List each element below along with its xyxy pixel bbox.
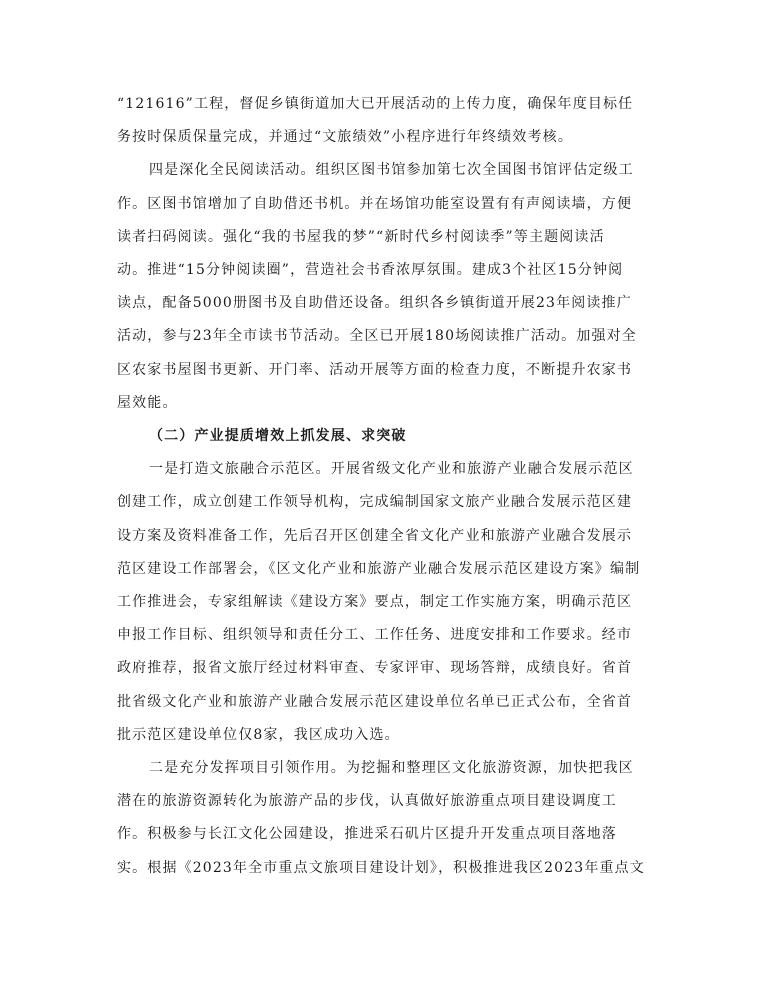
paragraph-reading-activities [117,154,653,420]
text-line: 潜在的旅游资源转化为旅游产品的步伐，认真做好旅游重点项目建设调度工 [117,793,617,810]
text-line: 屋效能。 [117,394,178,411]
text-line: “121616”工程，督促乡镇街道加大已开展活动的上传力度，确保年度目标任 [117,96,634,112]
text-line: 作。积极参与长江文化公园建设，推进采石矶片区提升开发重点项目落地落 [117,826,617,843]
text-line: 动。推进“15分钟阅读圈”，营造社会书香浓厚氛围。建成3个社区15分钟阅 [117,262,624,279]
paragraph-continuation [117,88,653,154]
text-line: 设方案及资料准备工作，先后召开区创建全省文化产业和旅游产业融合发展示 [117,527,633,544]
text-line: 批省级文化产业和旅游产业融合发展示范区建设单位名单已正式公布，全省首 [117,693,633,710]
text-line: 实。根据《2023年全市重点文旅项目建设计划》，积极推进我区2023年重点文 [117,859,645,876]
text-line: 一是打造文旅融合示范区。开展省级文化产业和旅游产业融合发展示范区 [149,461,634,478]
text-line: 读点，配备5000册图书及自助借还设备。组织各乡镇街道开展23年阅读推广 [117,295,632,312]
text-line: 二是充分发挥项目引领作用。为挖掘和整理区文化旅游资源，加快把我区 [149,760,634,777]
paragraph-project-leadership [117,752,653,885]
section-heading [117,420,653,453]
text-line: 政府推荐，报省文旅厅经过材料审查、专家评审、现场答辩，成绩良好。省首 [117,660,633,677]
paragraph-demo-zone [117,453,653,752]
text-line: 批示范区建设单位仅8家，我区成功入选。 [117,726,400,743]
text-line: 工作推进会，专家组解读《建设方案》要点，制定工作实施方案，明确示范区 [117,594,633,611]
heading-text: （二）产业提质增效上抓发展、求突破 [149,428,407,445]
text-line: 四是深化全民阅读活动。组织区图书馆参加第七次全国图书馆评估定级工 [149,162,634,179]
document-body [117,88,653,885]
text-line: 务按时保质保量完成，并通过“文旅绩效”小程序进行年终绩效考核。 [117,129,573,146]
text-line: 创建工作，成立创建工作领导机构，完成编制国家文旅产业融合发展示范区建 [117,494,633,511]
text-line: 读者扫码阅读。强化“我的书屋我的梦”“新时代乡村阅读季”等主题阅读活 [117,228,605,245]
text-line: 作。区图书馆增加了自助借还书机。并在场馆功能室设置有有声阅读墙，方便 [117,195,633,212]
text-line: 活动，参与23年全市读书节活动。全区已开展180场阅读推广活动。加强对全 [117,328,637,345]
text-line: 范区建设工作部署会，《区文化产业和旅游产业融合发展示范区建设方案》编制 [117,560,641,577]
text-line: 区农家书屋图书更新、开门率、活动开展等方面的检查力度，不断提升农家书 [117,361,633,378]
text-line: 申报工作目标、组织领导和责任分工、工作任务、进度安排和工作要求。经市 [117,627,633,644]
